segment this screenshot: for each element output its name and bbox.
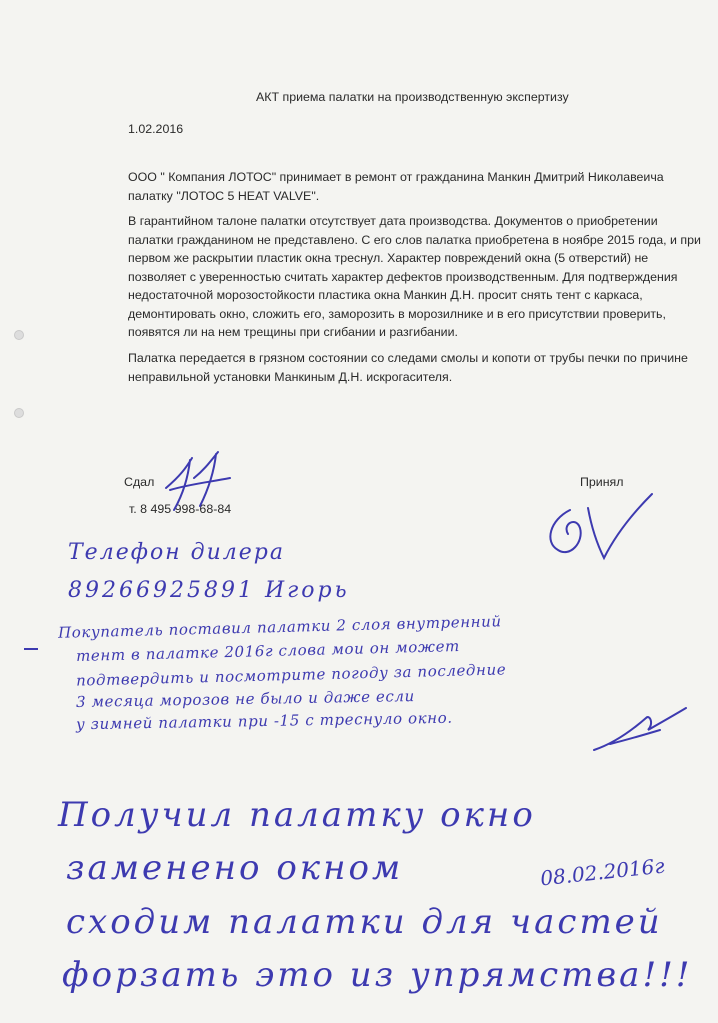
- paragraph-line: неправильной установки Манкиным Д.Н. искрогасителя.: [128, 369, 453, 384]
- signature-accepted: [540, 490, 670, 570]
- signature-handed-over: [160, 448, 240, 518]
- paragraph-line: появятся ли на нем трещины при сгибании и разгибании.: [128, 325, 458, 339]
- handwritten-dealer-title: Телефон дилера: [68, 540, 286, 565]
- paragraph-condition: [128, 349, 703, 386]
- handwritten-comment-line: тент в палатке 2016г слова мои он может: [75, 636, 461, 666]
- document-title: АКТ приема палатки на производственную экспертизу: [256, 90, 569, 104]
- handwritten-receipt-line: заменено окном: [66, 848, 404, 888]
- handwritten-receipt-line: Получил палатку окно: [58, 795, 536, 835]
- paragraph-details: [128, 212, 703, 342]
- label-accepted: Принял: [580, 475, 624, 489]
- handwritten-receipt-line: форзать это из упрямства!!!: [62, 955, 693, 995]
- handwritten-comment-line: Покупатель поставил палатки 2 слоя внутренний: [57, 612, 502, 642]
- paragraph-line: В гарантийном талоне палатки отсутствует дата производства. Документов о приобретении: [128, 214, 658, 228]
- margin-dash: [24, 648, 38, 650]
- handwritten-comment-line: 3 месяца морозов не было и даже если: [75, 687, 415, 711]
- handwritten-dealer-phone: 89266925891 Игорь: [68, 578, 350, 603]
- paragraph-line: палатку "ЛОТОС 5 HEAT VALVE".: [128, 188, 320, 203]
- document-date: 1.02.2016: [128, 122, 184, 136]
- paragraph-line: демонтировать окно, сложить его, заморозить в морозилнике и в его присутствии проверить,: [128, 306, 666, 321]
- handwritten-receipt-line: сходим палатки для частей: [66, 902, 663, 942]
- paragraph-line: позволяет с уверенностью считать характер дефектов производственным. Для подтверждения: [128, 269, 678, 284]
- paragraph-line: палатки гражданином не представлено. С его слов палатка приобретена в ноябре 2015 года, и при: [128, 232, 701, 247]
- handwritten-comment-line: у зимней палатки при -15 с треснуло окно.: [75, 708, 453, 734]
- paragraph-line: Палатка передается в грязном состоянии со следами смолы и копоти от трубы печки по причине: [128, 351, 688, 365]
- signature-comment: [590, 700, 690, 760]
- binder-hole: [14, 330, 24, 340]
- paragraph-acceptance: [128, 168, 703, 205]
- handwritten-comment-line: подтвердить и посмотрите погоду за последние: [75, 660, 507, 690]
- paragraph-line: первом же раскрытии пластик окна треснул. Характер повреждений окна (5 отверстий) не: [128, 251, 649, 265]
- company-phone: т. 8 495 998-68-84: [129, 502, 232, 516]
- label-handed-over: Сдал: [124, 475, 155, 489]
- handwritten-date: 08.02.2016г: [539, 853, 666, 891]
- binder-hole: [14, 408, 24, 418]
- paragraph-line: недостаточной морозостойкости пластика окна Манкин Д.Н. просит снять тент с каркаса,: [128, 288, 643, 302]
- paragraph-line: ООО " Компания ЛОТОС" принимает в ремонт от гражданина Манкин Дмитрий Николавеича: [128, 170, 664, 184]
